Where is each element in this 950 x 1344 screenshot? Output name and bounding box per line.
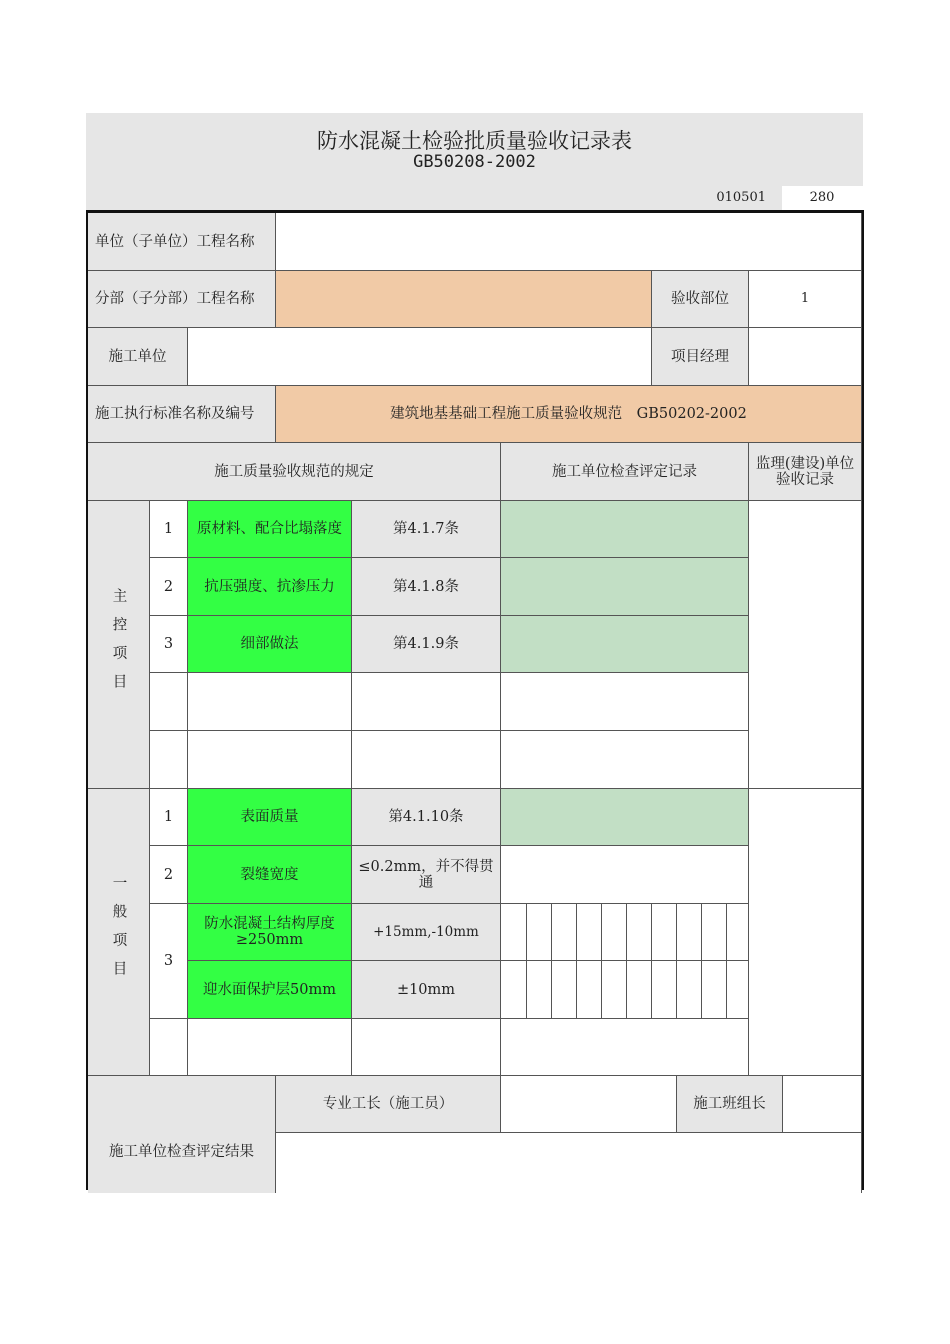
form-title: 防水混凝土检验批质量验收记录表: [317, 129, 632, 153]
measure-grid-line: [676, 904, 677, 1019]
main-empty-row-1-no: [150, 673, 188, 731]
measure-grid-line: [651, 904, 652, 1019]
construction-unit-input[interactable]: [188, 328, 652, 386]
main-empty-row-2-check[interactable]: [501, 731, 749, 789]
general-item-1-name: 表面质量: [188, 789, 352, 846]
result-label: 施工单位检查评定结果: [88, 1076, 276, 1193]
main-item-2-name: 抗压强度、抗渗压力: [188, 558, 352, 616]
foreman-label: 专业工长（施工员）: [276, 1076, 501, 1133]
measure-grid-line: [551, 904, 552, 1019]
general-item-1-check-input[interactable]: [501, 789, 749, 846]
general-empty-row-check[interactable]: [501, 1019, 749, 1076]
general-label-cell: [88, 789, 150, 1076]
sub-project-label: 分部（子分部）工程名称: [88, 271, 276, 328]
project-manager-input[interactable]: [749, 328, 862, 386]
standard-code: GB50208-2002: [413, 152, 536, 172]
general-item-1-clause: 第4.1.10条: [352, 789, 501, 846]
form-number: 280: [809, 190, 835, 205]
general-item-4-clause: ±10mm: [352, 961, 501, 1019]
general-empty-row-no: [150, 1019, 188, 1076]
form-code: 010501: [716, 190, 766, 205]
main-control-label-cell: [88, 501, 150, 789]
general-item-3-name: 防水混凝土结构厚度≥250mm: [188, 904, 352, 961]
result-input[interactable]: [276, 1133, 862, 1193]
measure-grid-line: [576, 904, 577, 1019]
general-item-1-no: 1: [150, 789, 188, 846]
main-item-2-no: 2: [150, 558, 188, 616]
main-item-3-name: 细部做法: [188, 616, 352, 673]
main-empty-row-2-no: [150, 731, 188, 789]
main-item-2-check-input[interactable]: [501, 558, 749, 616]
team-leader-label: 施工班组长: [677, 1076, 783, 1133]
code-row-band: [86, 186, 782, 210]
general-label: 一般项目: [110, 875, 127, 989]
exec-standard-value[interactable]: 建筑地基基础工程施工质量验收规范 GB50202-2002: [276, 386, 862, 443]
measure-grid-line: [526, 904, 527, 1019]
measure-grid-line: [726, 904, 727, 1019]
general-item-4-measure-grid[interactable]: [501, 961, 749, 1019]
sub-project-input[interactable]: [276, 271, 652, 328]
supervision-column-header: 监理(建设)单位验收记录: [749, 443, 862, 501]
measure-grid-line: [626, 904, 627, 1019]
check-column-header: 施工单位检查评定记录: [501, 443, 749, 501]
main-empty-row-1-name: [188, 673, 352, 731]
construction-unit-label: 施工单位: [88, 328, 188, 386]
exec-standard-label: 施工执行标准名称及编号: [88, 386, 276, 443]
general-item-3-measure-grid[interactable]: [501, 904, 749, 961]
foreman-input[interactable]: [501, 1076, 677, 1133]
main-empty-row-1-check[interactable]: [501, 673, 749, 731]
main-item-2-clause: 第4.1.8条: [352, 558, 501, 616]
measure-grid-line: [701, 904, 702, 1019]
general-item-2-name: 裂缝宽度: [188, 846, 352, 904]
main-item-1-name: 原材料、配合比塌落度: [188, 501, 352, 558]
general-item-2-no: 2: [150, 846, 188, 904]
main-empty-row-2-clause: [352, 731, 501, 789]
main-empty-row-2-name: [188, 731, 352, 789]
main-item-3-clause: 第4.1.9条: [352, 616, 501, 673]
acceptance-part-input[interactable]: 1: [749, 271, 862, 328]
acceptance-part-label: 验收部位: [652, 271, 749, 328]
main-item-1-clause: 第4.1.7条: [352, 501, 501, 558]
main-control-label: 主控项目: [110, 587, 127, 702]
main-item-3-no: 3: [150, 616, 188, 673]
general-item-2-clause: ≤0.2mm，并不得贯通: [352, 846, 501, 904]
general-supervision-input[interactable]: [749, 789, 862, 1076]
general-item-3-no: 3: [150, 904, 188, 1019]
main-item-3-check-input[interactable]: [501, 616, 749, 673]
general-item-4-name: 迎水面保护层50mm: [188, 961, 352, 1019]
main-empty-row-1-clause: [352, 673, 501, 731]
general-item-3-clause: +15mm,-10mm: [352, 904, 501, 961]
team-leader-input[interactable]: [783, 1076, 862, 1133]
measure-grid-line: [601, 904, 602, 1019]
unit-project-label: 单位（子单位）工程名称: [88, 213, 276, 271]
spec-column-header: 施工质量验收规范的规定: [88, 443, 501, 501]
project-manager-label: 项目经理: [652, 328, 749, 386]
main-item-1-check-input[interactable]: [501, 501, 749, 558]
main-control-supervision-input[interactable]: [749, 501, 862, 789]
main-item-1-no: 1: [150, 501, 188, 558]
general-item-2-check-input[interactable]: [501, 846, 749, 904]
inspection-table: [86, 210, 864, 1190]
unit-project-input[interactable]: [276, 213, 862, 271]
general-empty-row-clause: [352, 1019, 501, 1076]
general-empty-row-name: [188, 1019, 352, 1076]
